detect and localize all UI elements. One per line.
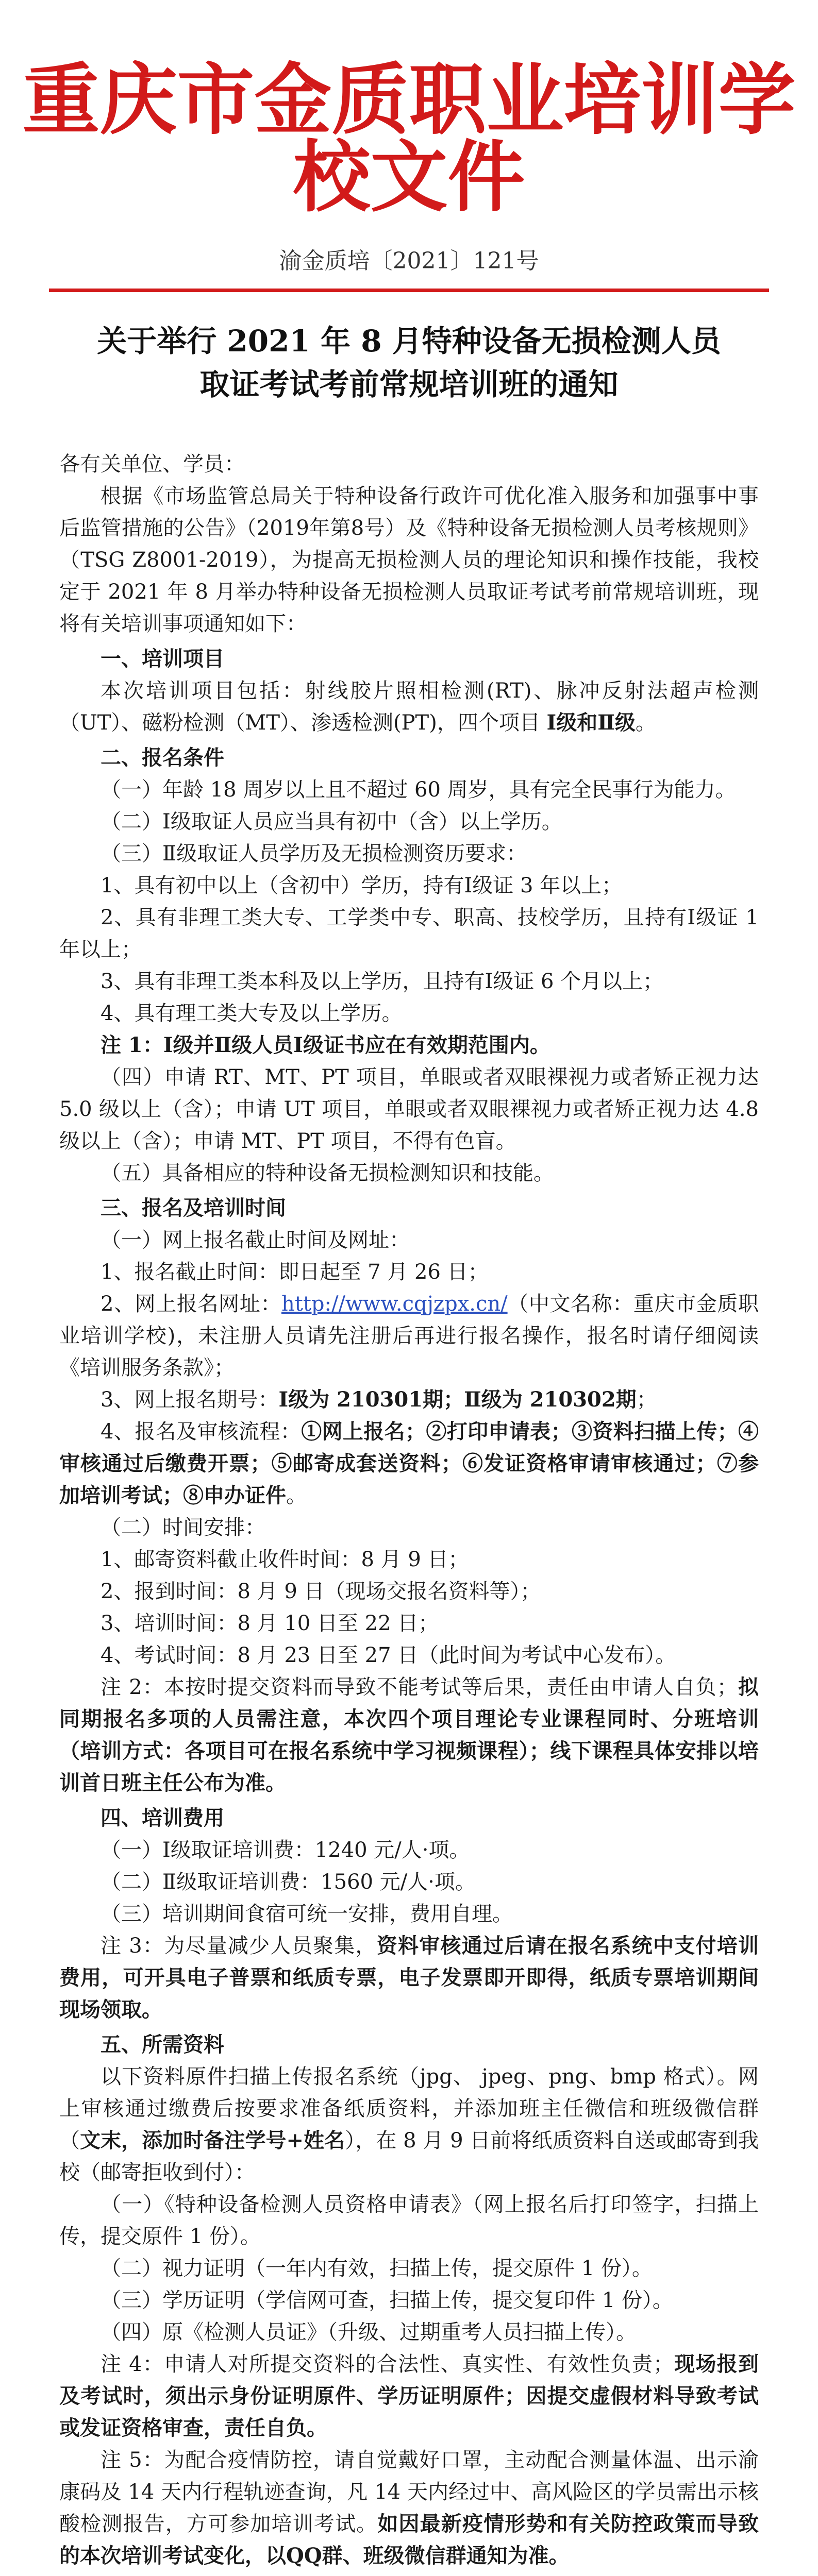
s2-item-3-4: 4、具有理工类大专及以上学历。 (101, 1002, 403, 1025)
s5-item-2: （二）视力证明（一年内有效，扫描上传，提交原件 1 份）。 (101, 2257, 653, 2280)
s3-item-2-3: 3、培训时间：8 月 10 日至 22 日； (101, 1612, 439, 1635)
section-heading-1: 一、培训项目 (101, 647, 224, 671)
s3-item-2-1: 1、邮寄资料截止收件时间：8 月 9 日； (101, 1548, 469, 1571)
s2-item-3-3: 3、具有非理工类本科及以上学历，且持有Ⅰ级证 6 个月以上； (101, 970, 664, 993)
s5-note-4a: 注 4：申请人对所提交资料的合法性、真实性、有效性负责； (101, 2352, 674, 2376)
s3-period-end: ； (636, 1388, 657, 1412)
section-heading-2: 二、报名条件 (101, 746, 224, 770)
s5-intro-c: ），在 8 月 9 日前将纸质资料自送或邮寄到我校（邮寄拒收到付）： (59, 2129, 759, 2184)
s5-intro-a: 以下资料原件扫描上传报名系统（jpg、 jpeg、png、bmp 格式）。网上审核通过缴费后按要求准备纸质资料，并添加班主任微信和班级微信群（ (59, 2065, 759, 2153)
s3-note-2d: ）；线下课程具体安排以培训首日班主任公布为准。 (59, 1739, 759, 1795)
s4-note-3b: 资料审核通过后请在报名系统中支付培训费用，可开具电子普票和纸质专票，电子发票即开即得，纸质专票培训期间现场领取。 (59, 1934, 759, 2022)
s3-item-1: （一）网上报名截止时间及网址： (101, 1228, 410, 1252)
registration-link[interactable]: http://www.cqjzpx.cn/ (281, 1292, 508, 1316)
s3-process-steps: ①网上报名；②打印申请表；③资料扫描上传；④审核通过后缴费开票；⑤邮寄成套送资料；⑥发证资格审请审核通过；⑦参加培训考试；⑧申办证件 (59, 1419, 759, 1507)
salutation: 各有关单位、学员： (59, 452, 245, 476)
notice-title-line2: 取证考试考前常规培训班的通知 (199, 367, 619, 402)
s3-item-1-2 (59, 1288, 759, 1384)
s2-note-1: 注 1：Ⅰ级并Ⅱ级人员Ⅰ级证书应在有效期范围内。 (101, 1033, 550, 1057)
s3-item-1-3 (59, 1384, 759, 1416)
section-heading-5: 五、所需资料 (101, 2033, 224, 2057)
masthead-title: 重庆市金质职业培训学校文件 (22, 56, 796, 223)
s5-item-3: （三）学历证明（学信网可查，扫描上传，提交复印件 1 份）。 (101, 2289, 673, 2312)
s5-note-5 (59, 2444, 759, 2572)
s3-item-1-4 (59, 1416, 759, 1512)
s2-item-3-2: 2、具有非理工类大专、工学类中专、职高、技校学历，且持有Ⅰ级证 1 年以上； (59, 906, 759, 961)
s1-text-a: 本次培训项目包括：射线胶片照相检测(RT)、脉冲反射法超声检测（UT）、磁粉检测（MT）、渗透检测(PT)，四个项目 (59, 679, 759, 735)
s3-url-desc: （中文名称：重庆市金质职业培训学校)，未注册人员请先注册后再进行报名操作，报名时请仔细阅读《培训服务条款》； (59, 1292, 759, 1380)
s5-item-4: （四）原《检测人员证》（升级、过期重考人员扫描上传）。 (101, 2320, 637, 2344)
s3-item-1-1: 1、报名截止时间：即日起至 7 月 26 日； (101, 1260, 489, 1284)
section-heading-4: 四、培训费用 (101, 1806, 224, 1830)
s3-period-label: 3、网上报名期号： (101, 1388, 279, 1412)
s3-process-label: 4、报名及审核流程： (101, 1420, 302, 1444)
s3-item-2: （二）时间安排： (101, 1516, 265, 1539)
red-divider (49, 289, 769, 292)
section-heading-3: 三、报名及培训时间 (101, 1196, 286, 1220)
s3-note-2c: 各项目可在报名系统中学习视频课程 (185, 1739, 519, 1763)
s2-item-3: （三）Ⅱ级取证人员学历及无损检测资历要求： (101, 842, 527, 866)
s5-intro (59, 2061, 759, 2189)
notice-body (59, 448, 759, 2576)
s5-note-5a: 注 5：为配合疫情防控，请自觉戴好口罩，主动配合测量体温、出示渝康码及 14 天内行程轨迹查询，凡 14 天内经过中、高风险区的学员需出示核酸检测报告，方可参加培训考试。 (59, 2448, 759, 2536)
s3-note-2 (59, 1671, 759, 1799)
s5-intro-b: 文末，添加时备注学号+姓名 (80, 2128, 345, 2153)
s1-text-b: 。 (635, 711, 656, 735)
document-number: 渝金质培〔2021〕121号 (279, 248, 539, 274)
s3-period-values: Ⅰ级为 210301期；Ⅱ级为 210302期 (278, 1387, 637, 1412)
intro-paragraph: 根据《市场监管总局关于特种设备行政许可优化准入服务和加强事中事后监管措施的公告》（2019年第8号）及《特种设备无损检测人员考核规则》（TSG Z8001-2019），为提高无损检测人员的理论知识和操作技能，我校定于 2021 年 8 月举办特种设备无损检测人员取证考试考前常规培训班，现将有关培训事项通知如下： (59, 484, 759, 636)
s5-note-4 (59, 2348, 759, 2444)
s2-item-1: （一）年龄 18 周岁以上且不超过 60 周岁，具有完全民事行为能力。 (101, 778, 736, 802)
s4-note-3a: 注 3：为尽量减少人员聚集， (101, 1934, 377, 1958)
s2-item-3-1: 1、具有初中以上（含初中）学历，持有Ⅰ级证 3 年以上； (101, 874, 623, 897)
notice-title (52, 319, 766, 406)
s4-item-1: （一）Ⅰ级取证培训费：1240 元/人·项。 (101, 1838, 470, 1862)
s5-note-5b: 如因最新疫情形势和有关防控政策而导致的本次培训考试变化，以QQ群、班级微信群通知为准。 (59, 2512, 759, 2568)
s4-item-3: （三）培训期间食宿可统一安排，费用自理。 (101, 1902, 513, 1926)
s3-item-2-2: 2、报到时间：8 月 9 日（现场交报名资料等）； (101, 1580, 541, 1603)
s3-item-2-4: 4、考试时间：8 月 23 日至 27 日（此时间为考试中心发布）。 (101, 1643, 676, 1667)
s2-item-5: （五）具备相应的特种设备无损检测知识和技能。 (101, 1161, 554, 1185)
s3-note-2a: 注 2：本按时提交资料而导致不能考试等后果，责任由申请人自负； (101, 1675, 738, 1699)
s5-item-1: （一）《特种设备检测人员资格申请表》（网上报名后打印签字，扫描上传，提交原件 1 份）。 (59, 2193, 759, 2248)
s3-note-2b: 拟同期报名多项的人员需注意，本次四个项目理论专业课程同时、分班培训（培训方式： (59, 1675, 759, 1763)
s2-item-2: （二）Ⅰ级取证人员应当具有初中（含）以上学历。 (101, 810, 562, 834)
s4-note-3 (59, 1930, 759, 2026)
s5-note-4b: 现场报到及考试时，须出示身份证明原件、学历证明原件；因提交虚假材料导致考试或发证资格审查，责任自负。 (59, 2352, 759, 2440)
s1-text-bold: Ⅰ级和Ⅱ级 (546, 710, 636, 735)
s2-item-4: （四）申请 RT、MT、PT 项目，单眼或者双眼裸视力或者矫正视力达 5.0 级以上（含）；申请 UT 项目，单眼或者双眼裸视力或者矫正视力达 4.8 级以上（含）；申请 MT、PT 项目，不得有色盲。 (59, 1065, 759, 1153)
s4-item-2: （二）Ⅱ级取证培训费：1560 元/人·项。 (101, 1870, 476, 1894)
notice-title-line1: 关于举行 2021 年 8 月特种设备无损检测人员 (97, 324, 721, 359)
s3-process-end: 。 (286, 1484, 307, 1507)
section-1-text (59, 675, 759, 739)
s3-url-label: 2、网上报名网址： (101, 1292, 281, 1316)
